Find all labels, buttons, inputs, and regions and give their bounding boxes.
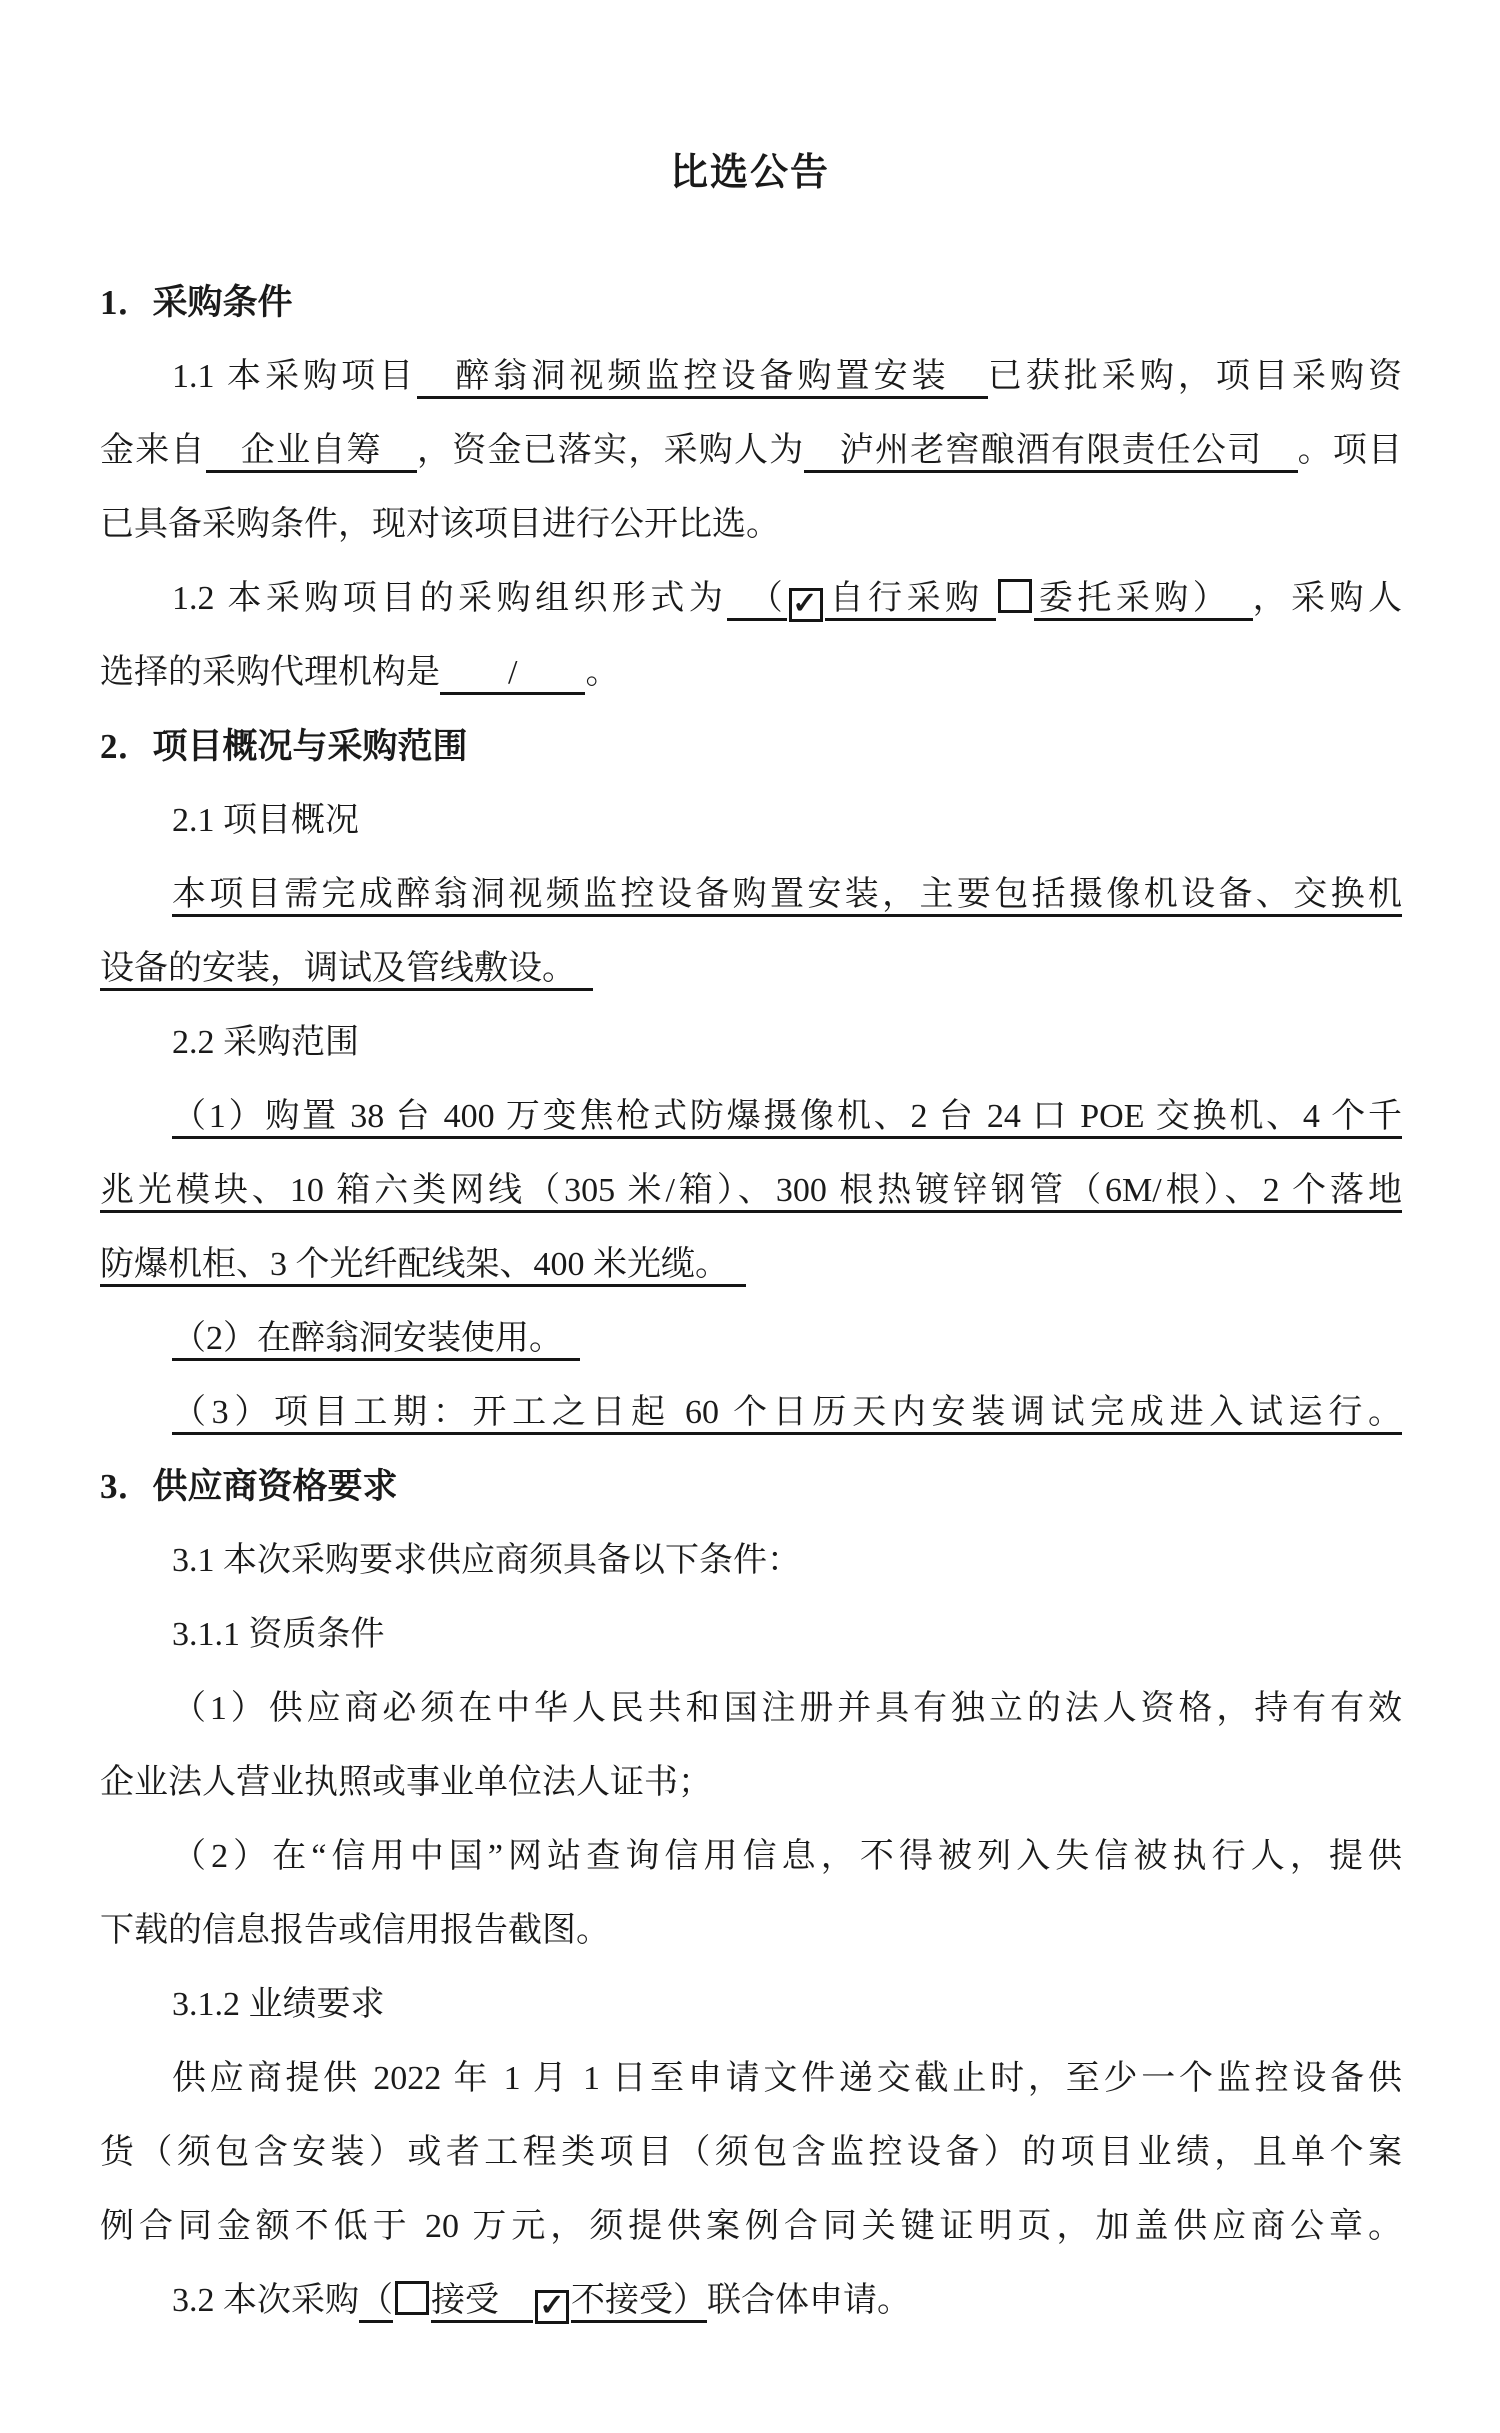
text-line	[100, 1080, 1402, 1154]
text-segment: 2.1 项目概况	[172, 802, 359, 839]
text-segment: 选择的采购代理机构是	[100, 654, 440, 691]
text-segment: 联合体申请。	[707, 2282, 911, 2319]
text-segment: 。项目	[1297, 432, 1402, 469]
underlined-text-segment: 醉翁洞视频监控设备购置安装	[417, 358, 987, 399]
text-segment: 货（须包含安装）或者工程类项目（须包含监控设备）的项目业绩，且单个案	[100, 2134, 1402, 2171]
text-line	[100, 2116, 1402, 2190]
underlined-text-segment: 本项目需完成醉翁洞视频监控设备购置安装，主要包括摄像机设备、交换机	[172, 876, 1402, 917]
text-line	[100, 932, 1402, 1006]
text-line	[100, 488, 1402, 562]
text-segment: 金来自	[100, 432, 206, 469]
text-line	[100, 340, 1402, 414]
text-line	[100, 2190, 1402, 2264]
text-segment: 3．供应商资格要求	[100, 1467, 398, 1506]
checkbox-unchecked-icon	[395, 2281, 429, 2315]
text-segment: ，采购人	[1252, 580, 1402, 617]
text-line	[100, 636, 1402, 710]
underlined-text-segment: （	[359, 2282, 393, 2323]
underlined-text-segment: 委托采购）	[1034, 580, 1252, 621]
underlined-text-segment: 防爆机柜、3 个光纤配线架、400 米光缆。	[100, 1246, 746, 1287]
text-line	[100, 1376, 1402, 1450]
text-segment: 3.1 本次采购要求供应商须具备以下条件：	[172, 1542, 801, 1579]
text-segment: 3.1.1 资质条件	[172, 1616, 385, 1653]
text-segment: 。	[585, 654, 620, 691]
section-heading	[100, 266, 1402, 340]
text-segment: 3.2 本次采购	[172, 2282, 359, 2319]
section-heading	[100, 710, 1402, 784]
text-line	[100, 1746, 1402, 1820]
text-segment: 已具备采购条件，现对该项目进行公开比选。	[100, 506, 780, 543]
underlined-text-segment: /	[440, 654, 585, 695]
text-segment: 1.2 本采购项目的采购组织形式为	[172, 580, 728, 617]
text-segment: （2）在“信用中国”网站查询信用信息，不得被列入失信被执行人，提供	[172, 1838, 1402, 1875]
text-line	[100, 1006, 1402, 1080]
text-segment: 1.1 本采购项目	[172, 358, 418, 395]
text-segment: （1）供应商必须在中华人民共和国注册并具有独立的法人资格，持有有效	[172, 1690, 1402, 1727]
text-line	[100, 2264, 1402, 2338]
underlined-text-segment: （2）在醉翁洞安装使用。	[172, 1320, 580, 1361]
checkbox-checked-icon: ✓	[535, 2290, 569, 2324]
underlined-text-segment: （1）购置 38 台 400 万变焦枪式防爆摄像机、2 台 24 口 POE 交换机、4 个千	[172, 1098, 1402, 1139]
underlined-text-segment: 不接受）	[571, 2282, 707, 2323]
text-segment: 2．项目概况与采购范围	[100, 727, 468, 766]
checkbox-checked-icon: ✓	[789, 588, 823, 622]
text-line	[100, 784, 1402, 858]
text-line	[100, 1598, 1402, 1672]
text-line	[100, 858, 1402, 932]
text-line	[100, 1154, 1402, 1228]
text-line	[100, 1820, 1402, 1894]
underlined-text-segment: 设备的安装，调试及管线敷设。	[100, 950, 593, 991]
underlined-text-segment: 自行采购	[825, 580, 996, 621]
underlined-text-segment: 企业自筹	[206, 432, 417, 473]
text-line	[100, 1524, 1402, 1598]
text-segment: 供应商提供 2022 年 1 月 1 日至申请文件递交截止时，至少一个监控设备供	[172, 2060, 1402, 2097]
text-line	[100, 1894, 1402, 1968]
text-segment: 下载的信息报告或信用报告截图。	[100, 1912, 610, 1949]
document-body	[100, 266, 1402, 2338]
text-segment: 2.2 采购范围	[172, 1024, 359, 1061]
text-line	[100, 1968, 1402, 2042]
text-line	[100, 1302, 1402, 1376]
underlined-text-segment: 兆光模块、10 箱六类网线（305 米/箱）、300 根热镀锌钢管（6M/根）、2 个落地	[100, 1172, 1402, 1213]
text-line	[100, 1672, 1402, 1746]
text-segment: 1．采购条件	[100, 283, 293, 322]
text-line	[100, 414, 1402, 488]
underlined-text-segment: 接受	[431, 2282, 533, 2323]
document-title: 比选公告	[669, 152, 830, 194]
underlined-text-segment: （	[727, 580, 787, 621]
section-heading	[100, 1450, 1402, 1524]
text-line	[100, 1228, 1402, 1302]
text-segment: 例合同金额不低于 20 万元，须提供案例合同关键证明页，加盖供应商公章。	[100, 2208, 1402, 2245]
text-segment: 已获批采购，项目采购资	[987, 358, 1402, 395]
underlined-text-segment: （3）项目工期：开工之日起 60 个日历天内安装调试完成进入试运行。	[172, 1394, 1402, 1435]
text-line	[100, 562, 1402, 636]
text-segment: 企业法人营业执照或事业单位法人证书；	[100, 1764, 712, 1801]
checkbox-unchecked-icon	[998, 579, 1032, 613]
underlined-text-segment: 泸州老窖酿酒有限责任公司	[804, 432, 1297, 473]
text-segment: 3.1.2 业绩要求	[172, 1986, 385, 2023]
text-segment: ，资金已落实，采购人为	[417, 432, 805, 469]
text-line	[100, 2042, 1402, 2116]
